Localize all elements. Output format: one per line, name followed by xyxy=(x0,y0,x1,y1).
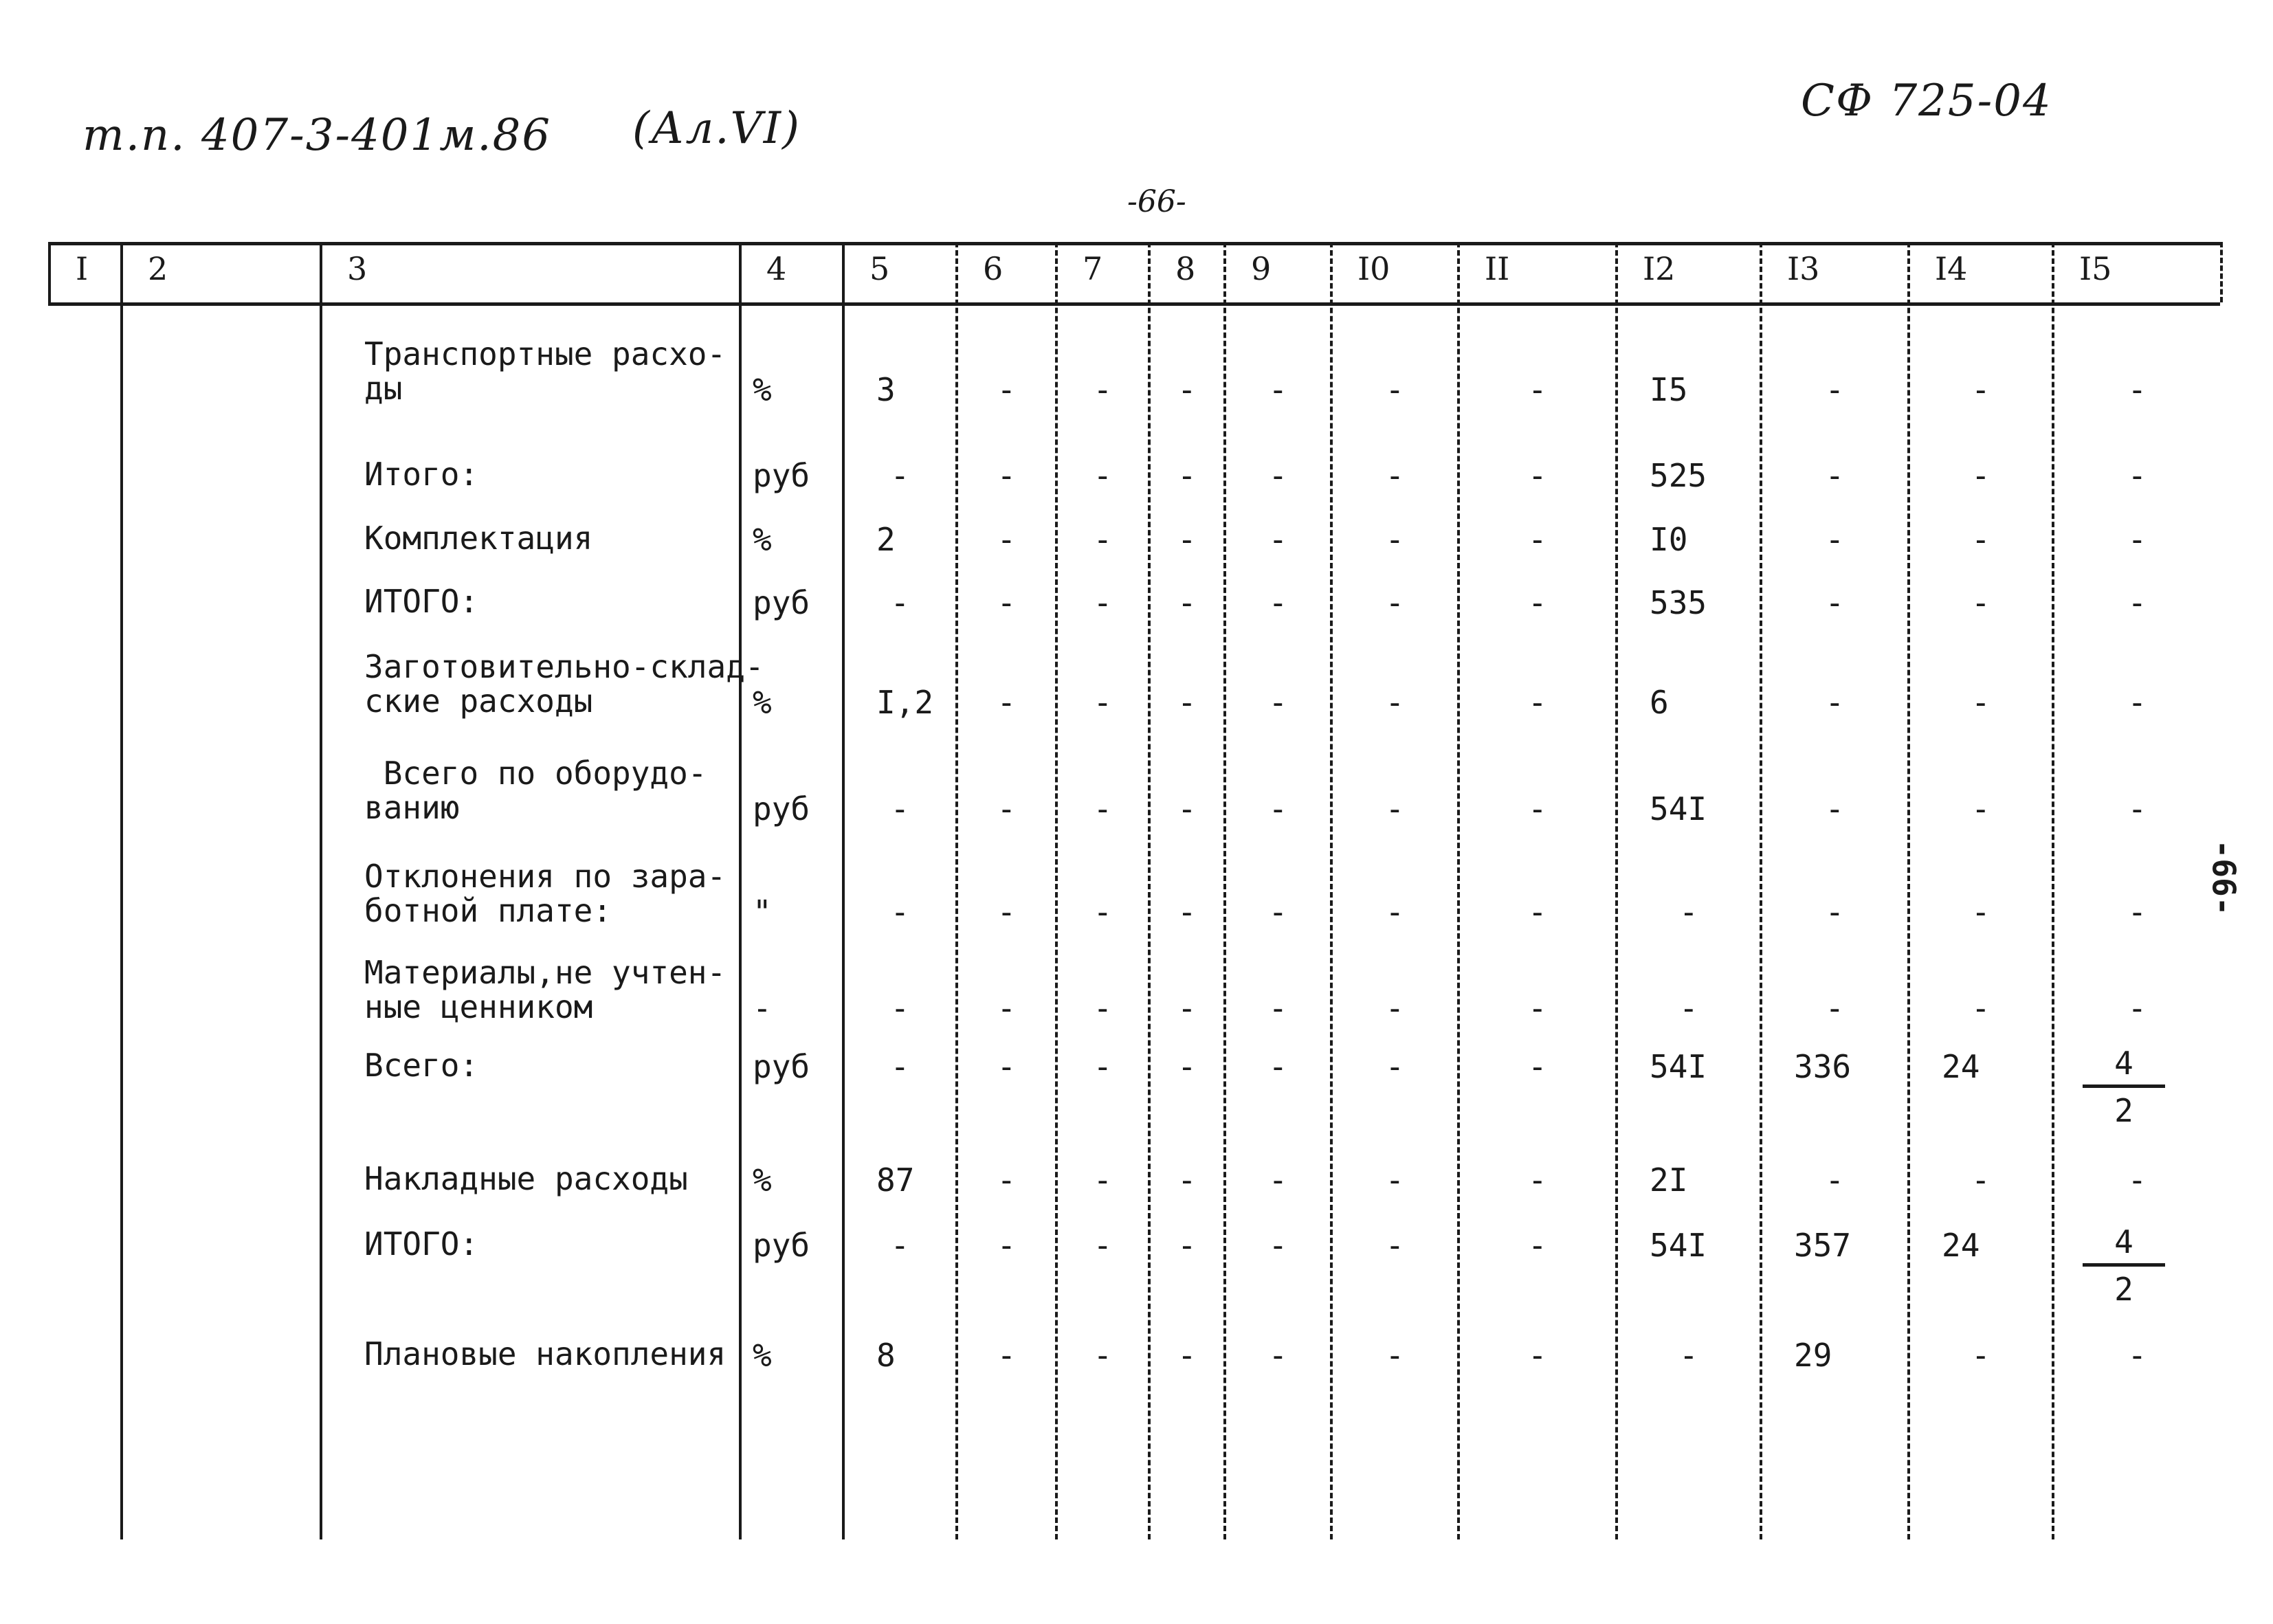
row-label: ИТОГО: xyxy=(364,583,479,620)
table-cell: - xyxy=(1268,1337,1288,1374)
table-cell: - xyxy=(1971,457,1991,494)
table-cell: - xyxy=(2127,684,2147,721)
table-cell: - xyxy=(890,990,910,1027)
table-cell: - xyxy=(997,521,1017,558)
table-cell: I0 xyxy=(1650,521,1688,558)
table-cell: - xyxy=(1528,584,1547,621)
row-unit: - xyxy=(753,990,772,1027)
header-top-rule xyxy=(48,242,2220,245)
row-label: Всего: xyxy=(364,1047,479,1084)
sheet-code: СФ 725-04 xyxy=(1801,76,2052,126)
table-cell: - xyxy=(1679,893,1698,931)
table-cell: - xyxy=(1528,684,1547,721)
table-cell: - xyxy=(1385,1048,1405,1085)
table-cell: - xyxy=(1093,457,1113,494)
fraction-cell xyxy=(2083,1045,2165,1129)
table-cell: - xyxy=(2127,1161,2147,1199)
table-cell: - xyxy=(1093,990,1113,1027)
table-cell: - xyxy=(1093,521,1113,558)
table-cell: - xyxy=(1177,1337,1197,1374)
table-cell: - xyxy=(997,1227,1017,1264)
column-divider xyxy=(320,242,322,1539)
table-cell: - xyxy=(1268,990,1288,1027)
table-cell: - xyxy=(1177,893,1197,931)
table-cell: - xyxy=(1268,584,1288,621)
table-cell: - xyxy=(890,584,910,621)
table-cell: I5 xyxy=(1650,371,1688,408)
column-divider xyxy=(2052,242,2054,1539)
row-unit: " xyxy=(753,893,772,931)
table-cell: - xyxy=(2127,584,2147,621)
side-page-number: -66- xyxy=(2205,839,2243,916)
table-cell: - xyxy=(997,457,1017,494)
column-header: 2 xyxy=(148,250,168,287)
table-cell: - xyxy=(1971,790,1991,827)
table-cell: - xyxy=(1385,371,1405,408)
table-cell: - xyxy=(997,1161,1017,1199)
table-cell: - xyxy=(1093,790,1113,827)
table-cell: I,2 xyxy=(876,684,934,721)
table-cell: - xyxy=(1825,990,1845,1027)
row-label: ИТОГО: xyxy=(364,1225,479,1263)
table-cell: - xyxy=(1177,457,1197,494)
table-cell: - xyxy=(1825,521,1845,558)
column-divider xyxy=(955,242,958,1539)
row-unit: % xyxy=(753,1337,772,1374)
table-cell: 87 xyxy=(876,1161,915,1199)
table-cell: - xyxy=(1528,1161,1547,1199)
column-header: 5 xyxy=(869,250,890,287)
column-divider xyxy=(1223,242,1226,1539)
table-cell: - xyxy=(1093,1048,1113,1085)
row-label: Заготовительно-склад- ские расходы xyxy=(364,648,764,720)
row-unit: % xyxy=(753,371,772,408)
table-cell: - xyxy=(997,1337,1017,1374)
column-divider xyxy=(1457,242,1460,1539)
table-cell: - xyxy=(1177,371,1197,408)
row-label: Транспортные расхо- ды xyxy=(364,335,727,407)
table-cell: 29 xyxy=(1794,1337,1832,1374)
table-cell: - xyxy=(1971,893,1991,931)
table-cell: - xyxy=(1385,990,1405,1027)
table-cell: - xyxy=(1268,1227,1288,1264)
table-cell: - xyxy=(890,1048,910,1085)
table-cell: - xyxy=(1268,790,1288,827)
table-cell: - xyxy=(1093,584,1113,621)
table-cell: - xyxy=(1825,790,1845,827)
row-label: Отклонения по зара- ботной плате: xyxy=(364,858,727,929)
row-label: Накладные расходы xyxy=(364,1160,688,1197)
column-header: 7 xyxy=(1083,250,1103,287)
table-cell: - xyxy=(1268,1161,1288,1199)
row-unit: руб xyxy=(753,1048,810,1085)
table-cell: - xyxy=(1177,584,1197,621)
table-cell: - xyxy=(890,457,910,494)
table-cell: - xyxy=(1268,1048,1288,1085)
table-cell: - xyxy=(1268,521,1288,558)
table-cell: - xyxy=(1971,371,1991,408)
table-cell: - xyxy=(1385,521,1405,558)
header-bottom-rule xyxy=(48,302,2220,306)
table-cell: - xyxy=(1177,1048,1197,1085)
table-cell: - xyxy=(2127,1337,2147,1374)
column-divider xyxy=(48,242,51,302)
table-cell: - xyxy=(1177,1161,1197,1199)
table-cell: - xyxy=(1825,893,1845,931)
table-cell: - xyxy=(1825,684,1845,721)
table-cell: - xyxy=(2127,990,2147,1027)
table-cell: - xyxy=(890,893,910,931)
table-cell: - xyxy=(997,893,1017,931)
column-divider xyxy=(739,242,742,1539)
column-header: I2 xyxy=(1643,250,1676,287)
table-cell: - xyxy=(1528,1337,1547,1374)
table-cell: 6 xyxy=(1650,684,1669,721)
table-cell: - xyxy=(1971,1161,1991,1199)
page-number: -66- xyxy=(1127,184,1186,219)
table-cell: - xyxy=(1093,684,1113,721)
column-divider xyxy=(1615,242,1618,1539)
table-cell: 54I xyxy=(1650,790,1707,827)
column-header: I xyxy=(76,250,89,287)
table-cell: - xyxy=(997,371,1017,408)
table-cell: - xyxy=(1268,371,1288,408)
table-cell: - xyxy=(890,1227,910,1264)
column-header: 6 xyxy=(983,250,1004,287)
table-cell: - xyxy=(1825,584,1845,621)
table-cell: - xyxy=(1093,1337,1113,1374)
table-cell: - xyxy=(2127,457,2147,494)
table-cell: - xyxy=(1971,684,1991,721)
table-cell: - xyxy=(1825,371,1845,408)
table-cell: - xyxy=(2127,790,2147,827)
fraction-denominator: 2 xyxy=(2114,1092,2133,1129)
row-unit: руб xyxy=(753,584,810,621)
column-header: I5 xyxy=(2079,250,2112,287)
column-divider xyxy=(1907,242,1910,1539)
table-cell: - xyxy=(1971,1337,1991,1374)
album-number: (Ал.VI) xyxy=(632,103,801,154)
table-cell: - xyxy=(1268,457,1288,494)
table-cell: - xyxy=(1528,1048,1547,1085)
table-cell: - xyxy=(1385,584,1405,621)
table-cell: - xyxy=(1268,893,1288,931)
column-header: 4 xyxy=(766,250,787,287)
row-label: Всего по оборудо- ванию xyxy=(364,755,707,826)
table-cell: 24 xyxy=(1942,1048,1980,1085)
column-header: I4 xyxy=(1935,250,1968,287)
table-cell: - xyxy=(1528,1227,1547,1264)
table-cell: - xyxy=(1679,1337,1698,1374)
table-cell: 357 xyxy=(1794,1227,1852,1264)
table-cell: - xyxy=(1177,521,1197,558)
table-cell: - xyxy=(997,790,1017,827)
table-cell: - xyxy=(1679,990,1698,1027)
column-divider xyxy=(1148,242,1151,1539)
table-cell: 24 xyxy=(1942,1227,1980,1264)
column-header: II xyxy=(1485,250,1510,287)
table-cell: - xyxy=(1971,521,1991,558)
column-divider xyxy=(1760,242,1762,1539)
row-label: Итого: xyxy=(364,456,479,493)
table-cell: - xyxy=(1971,990,1991,1027)
table-cell: - xyxy=(2127,521,2147,558)
table-cell: 54I xyxy=(1650,1048,1707,1085)
table-cell: - xyxy=(1528,893,1547,931)
table-cell: - xyxy=(1177,790,1197,827)
table-cell: 2I xyxy=(1650,1161,1688,1199)
table-cell: 525 xyxy=(1650,457,1707,494)
table-cell: - xyxy=(1268,684,1288,721)
table-cell: - xyxy=(890,790,910,827)
table-cell: 336 xyxy=(1794,1048,1852,1085)
table-cell: - xyxy=(1385,457,1405,494)
row-label: Материалы,не учтен- ные ценником xyxy=(364,954,727,1025)
table-cell: - xyxy=(1385,684,1405,721)
table-cell: - xyxy=(1093,371,1113,408)
table-cell: - xyxy=(1528,990,1547,1027)
row-unit: руб xyxy=(753,790,810,827)
table-cell: 535 xyxy=(1650,584,1707,621)
table-cell: - xyxy=(1093,1161,1113,1199)
table-cell: - xyxy=(1385,893,1405,931)
column-header: 9 xyxy=(1251,250,1272,287)
column-divider xyxy=(120,242,123,1539)
table-cell: - xyxy=(1528,521,1547,558)
column-divider xyxy=(1055,242,1058,1539)
table-cell: - xyxy=(1528,457,1547,494)
table-cell: 3 xyxy=(876,371,896,408)
table-cell: - xyxy=(997,990,1017,1027)
table-cell: - xyxy=(1825,457,1845,494)
table-cell: - xyxy=(1177,1227,1197,1264)
row-unit: руб xyxy=(753,457,810,494)
table-cell: - xyxy=(1385,1161,1405,1199)
column-divider xyxy=(1330,242,1333,1539)
row-unit: % xyxy=(753,1161,772,1199)
table-cell: - xyxy=(1825,1161,1845,1199)
doc-code: т.п. 407-3-401м.86 xyxy=(82,110,552,161)
column-header: I0 xyxy=(1357,250,1390,287)
table-cell: - xyxy=(1528,790,1547,827)
table-cell: 54I xyxy=(1650,1227,1707,1264)
table-cell: - xyxy=(1528,371,1547,408)
table-cell: - xyxy=(1971,584,1991,621)
fraction-numerator: 4 xyxy=(2083,1223,2165,1267)
row-label: Комплектация xyxy=(364,520,593,557)
table-cell: - xyxy=(997,584,1017,621)
row-label: Плановые накопления xyxy=(364,1335,727,1372)
table-cell: - xyxy=(1385,1227,1405,1264)
fraction-denominator: 2 xyxy=(2114,1271,2133,1308)
fraction-numerator: 4 xyxy=(2083,1045,2165,1088)
fraction-cell xyxy=(2083,1223,2165,1308)
table-cell: 2 xyxy=(876,521,896,558)
table-cell: - xyxy=(1093,893,1113,931)
column-header: 8 xyxy=(1175,250,1196,287)
row-unit: % xyxy=(753,684,772,721)
column-divider xyxy=(2220,242,2223,302)
column-divider xyxy=(842,242,845,1539)
table-cell: - xyxy=(1385,790,1405,827)
table-cell: - xyxy=(997,684,1017,721)
column-header: I3 xyxy=(1787,250,1820,287)
table-cell: - xyxy=(1177,684,1197,721)
column-header: 3 xyxy=(347,250,368,287)
table-cell: - xyxy=(2127,893,2147,931)
table-cell: 8 xyxy=(876,1337,896,1374)
table-cell: - xyxy=(1093,1227,1113,1264)
row-unit: % xyxy=(753,521,772,558)
row-unit: руб xyxy=(753,1227,810,1264)
table-cell: - xyxy=(997,1048,1017,1085)
table-cell: - xyxy=(1385,1337,1405,1374)
table-cell: - xyxy=(2127,371,2147,408)
table-cell: - xyxy=(1177,990,1197,1027)
